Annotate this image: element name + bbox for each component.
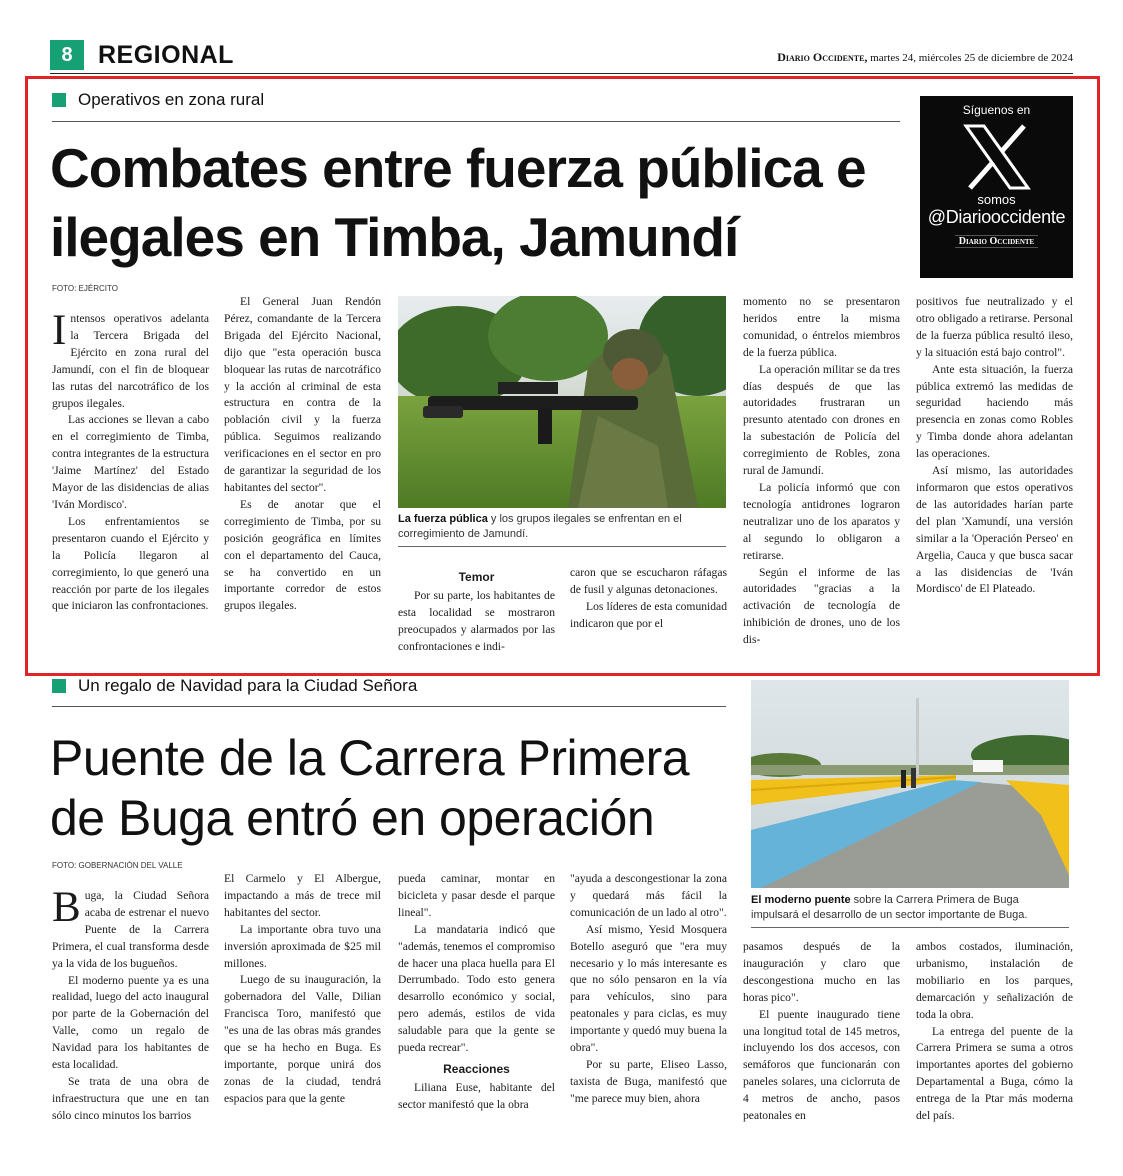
paragraph: momento no se presentaron heridos entre la misma comunidad, o éntrelos miembros de la fuerza pública. [743, 295, 900, 359]
newspaper-brand: Diario Occidente, [777, 50, 868, 64]
paragraph: Por su parte, Eliseo Lasso, taxista de Buga, manifestó que "me parece muy bien, ahora [570, 1057, 727, 1105]
article1-photo-caption: La fuerza pública y los grupos ilegales se enfrentan en el corregimiento de Jamundí. [398, 513, 682, 540]
x-follow-promo [920, 96, 1073, 278]
paragraph: La importante obra tuvo una inversión aproximada de $25 mil millones. [224, 922, 381, 970]
article1-column-2 [224, 294, 381, 615]
article2-column-3 [398, 871, 555, 1114]
x-logo-icon [962, 124, 1032, 190]
article2-column-2 [224, 871, 381, 1108]
paragraph: El General Juan Rendón Pérez, comandante de la Tercera Brigada del Ejército Nacional, dijo que "esta operación busca bloquear las rutas de narcotráfico y la acción al criminal de esta estructura en contra de la población civil y la fuerza pública. Seguimos realizando verificaciones en el sector en pro de garantizar la seguridad de los habitantes del sector". [224, 295, 381, 494]
article2-column-4 [570, 871, 727, 1108]
paragraph: ambos costados, iluminación, urbanismo, instalación de mobiliario en los parques, demarcación y señalización de toda la obra. [916, 940, 1073, 1021]
article2-subhead: Reacciones [443, 1061, 510, 1076]
section-title: REGIONAL [98, 41, 234, 69]
kicker-square-icon [52, 93, 66, 107]
dropcap: I [52, 307, 67, 354]
paragraph: El Carmelo y El Albergue, impactando a más de trece mil habitantes del sector. [224, 872, 381, 919]
article1-column-3 [398, 565, 555, 656]
page-number: 8 [50, 40, 84, 70]
paragraph: Los enfrentamientos se presentaron cuando el Ejército y la Policía llegaron al corregimiento, lo que generó una reacción por parte de los ilegales que iniciaron las confrontaciones. [52, 514, 209, 613]
promo-brand-logo: Diario Occidente [955, 235, 1038, 248]
kicker-rule [52, 121, 900, 122]
caption-rule [398, 546, 726, 547]
caption-lead: La fuerza pública [398, 513, 488, 525]
paragraph: La operación militar se da tres días después de que las autoridades frustraran un presunto atentado con drones en la subestación de Policía del corregimiento de Robles, zona rural de Jamundí. [743, 362, 900, 478]
article2-column-1 [52, 884, 209, 1125]
article1-column-6 [916, 294, 1073, 598]
article1-column-5 [743, 294, 900, 649]
article1-kicker-text: Operativos en zona rural [78, 90, 265, 109]
paragraph: Así mismo, Yesid Mosquera Botello aseguró que "era muy necesario y lo más interesante es que no sólo pensaron en la vía para vehículos, sino para peatonales y para ciclas, es muy importante y quedó muy buena la obra". [570, 922, 727, 1055]
article2-kicker [52, 676, 417, 696]
paragraph: El moderno puente ya es una realidad, luego del acto inaugural por parte de la Gobernación del Valle, como un regalo de Navidad para los habitantes de esta localidad. [52, 973, 209, 1072]
paragraph: Intensos operativos adelanta la Tercera Brigada del Ejército en zona rural del Jamundí, con el fin de bloquear las rutas del narcotráfico de los grupos ilegales. [52, 307, 209, 410]
paragraph: Los líderes de esta comunidad indicaron que por el [570, 599, 727, 630]
paragraph: Liliana Euse, habitante del sector manifestó que la obra [398, 1080, 555, 1111]
bridge-photo-illustration [751, 680, 1069, 888]
paragraph: La entrega del puente de la Carrera Primera se suma a otros importantes aportes del gobierno Departamental a Buga, cómo la entrega de la Ptar más moderna del país. [916, 1024, 1073, 1123]
article2-headline: Puente de la Carrera Primera de Buga entró en operación [50, 730, 690, 846]
paragraph: Así mismo, las autoridades informaron que estos operativos de las autoridades harían parte del plan 'Xamundí, una versión similar a la 'Operación Perseo' en Argelia, Cauca y que busca sacar a las disidencias de 'Iván Mordisco' de El Plateado. [916, 464, 1073, 596]
paragraph: Por su parte, los habitantes de esta localidad se mostraron preocupados y alarmados por las confrontaciones e indi- [398, 588, 555, 653]
caption-lead: El moderno puente [751, 894, 851, 906]
article2-column-5 [743, 939, 900, 1125]
paragraph: positivos fue neutralizado y el otro obligado a retirarse. Personal de la fuerza pública resultó ileso, y la situación está bajo control". [916, 295, 1073, 359]
paragraph: Según el informe de las autoridades "gracias a la activación de tecnología de inhibición de drones, uno de los dis- [743, 565, 900, 647]
article2-photo-caption: El moderno puente sobre la Carrera Primera de Buga impulsará el desarrollo de un sector importante de Buga. [751, 894, 1028, 921]
promo-handle: @Diariooccidente [927, 207, 1066, 227]
masthead-date [777, 50, 1073, 65]
paragraph: pueda caminar, montar en bicicleta y pasar desde el parque lineal". [398, 872, 555, 919]
paragraph: Las acciones se llevan a cabo en el corregimiento de Timba, contra integrantes de la estructura 'Jaime Martínez' del Estado Mayor de las disidencias de alias 'Iván Mordisco'. [52, 413, 209, 511]
paragraph: La mandataria indicó que "además, tenemos el compromiso de hacer una placa huella para El Derrumbado. Todo esto genera desarrollo económico y social, pero además, estilos de vida saludable para que la gente se pueda recrear". [398, 922, 555, 1055]
bridge-photo [751, 680, 1069, 888]
soldier-photo [398, 296, 726, 508]
article1-column-4 [570, 565, 727, 633]
promo-follow-text: Síguenos en [962, 103, 1031, 117]
paragraph: Es de anotar que el corregimiento de Timba, por su posición geográfica en límites con el departamento del Cauca, se ha convertido en un importante corredor de estos grupos ilegales. [224, 497, 381, 613]
dropcap: B [52, 884, 81, 931]
article2-kicker-text: Un regalo de Navidad para la Ciudad Señora [78, 676, 418, 695]
paragraph: Ante esta situación, la fuerza pública extremó las medidas de seguridad haciendo más presencia en zonas como Robles y Timba donde ahora adelantan las operaciones. [916, 362, 1073, 461]
article1-subhead: Temor [458, 570, 495, 584]
paragraph: Buga, la Ciudad Señora acaba de estrenar el nuevo Puente de la Carrera Primera, el cual transforma desde ya la vida de los bugueños. [52, 884, 209, 970]
paragraph: El puente inaugurado tiene una longitud total de 145 metros, incluyendo los dos accesos, con semáforos que funcionarán con paneles solares, una ciclorruta de 4 metros de ancho, pasos peatonales en [743, 1007, 900, 1123]
paragraph: caron que se escucharon ráfagas de fusil y algunas detonaciones. [570, 566, 727, 596]
article1-kicker [52, 90, 264, 110]
article1-headline: Combates entre fuerza pública e ilegales en Timba, Jamundí [50, 137, 866, 268]
paragraph: La policía informó que con tecnología antidrones lograron neutralizar uno de los aparatos y al segundo lo obligaron a retirarse. [743, 480, 900, 562]
kicker-rule [52, 706, 726, 707]
paragraph: "ayuda a descongestionar la zona y quedará más fácil la comunicación de un lado al otro". [570, 872, 727, 919]
paragraph: Se trata de una obra de infraestructura que une en tan sólo cinco minutos los barrios [52, 1074, 209, 1122]
article1-photo-credit: FOTO: EJÉRCITO [52, 284, 118, 293]
promo-somos-text: somos [977, 192, 1016, 207]
article1-column-1 [52, 307, 209, 615]
article2-photo-credit: FOTO: GOBERNACIÓN DEL VALLE [52, 861, 183, 870]
header-rule [50, 73, 1073, 74]
paragraph: Luego de su inauguración, la gobernadora del Valle, Dilian Francisca Toro, manifestó que "es una de las obras más grandes que se ha hecho en Buga. Es importante, porque unirá dos zonas de la ciudad, tendrá espacios para que la gente [224, 973, 381, 1105]
issue-date: martes 24, miércoles 25 de diciembre de 2024 [867, 52, 1073, 64]
paragraph: pasamos después de la inauguración y claro que descongestiona mucho en las horas pico". [743, 940, 900, 1004]
article2-column-6 [916, 939, 1073, 1125]
kicker-square-icon [52, 679, 66, 693]
caption-rule [751, 927, 1069, 928]
soldier-photo-illustration [398, 296, 726, 508]
